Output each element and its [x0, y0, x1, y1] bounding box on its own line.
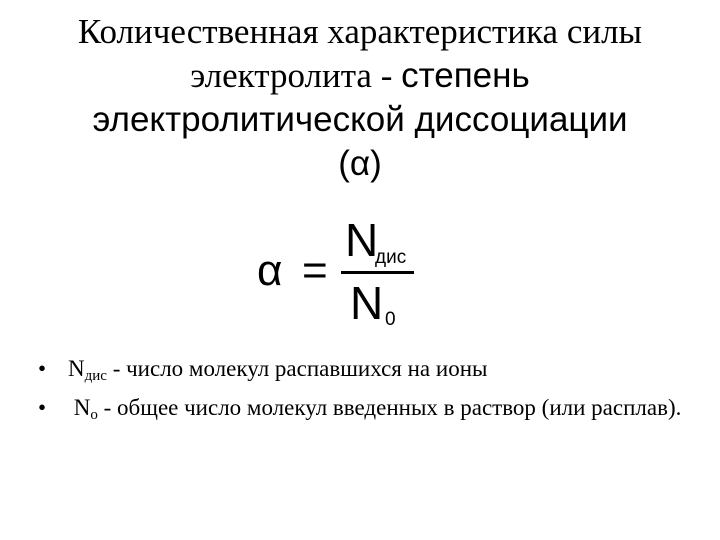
bullet-symbol: N [68, 356, 85, 381]
bullet-text: - число молекул распавшихся на ионы [106, 356, 488, 381]
bullet-subscript: о [90, 407, 98, 423]
bullet-list [38, 353, 698, 431]
bullet-subscript: дис [84, 368, 107, 384]
bullet-symbol: N [73, 395, 91, 420]
bullet-item-no [38, 392, 698, 431]
title-line-1: Количественная характеристика силы [77, 12, 643, 51]
bullet-dot-icon: • [38, 356, 47, 381]
bullet-item-ndis [38, 353, 698, 392]
formula-denominator-subscript: 0 [385, 309, 396, 330]
bullet-text: - общее число молекул введенных в раствор (или расплав). [97, 395, 682, 420]
formula-equals: = [302, 246, 328, 295]
title-line-2-sans: степень [401, 56, 530, 95]
formula-alpha: α [257, 246, 283, 295]
bullet-dot-icon: • [38, 395, 47, 420]
title-line-4: (α) [338, 144, 382, 183]
formula-denominator: N [350, 277, 384, 329]
title-line-3: электролитической диссоциации [92, 100, 628, 139]
formula-numerator: N [345, 214, 379, 266]
formula-fraction-bar [341, 271, 414, 274]
formula-numerator-subscript: дис [375, 247, 407, 268]
title-line-2-serif: электролита - [190, 56, 402, 95]
